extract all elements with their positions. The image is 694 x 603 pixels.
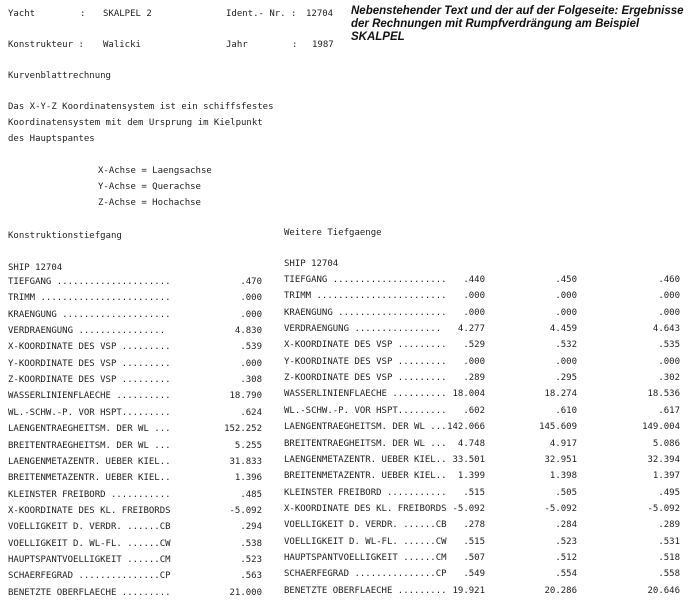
left-row-label: KRAENGUNG .................... bbox=[8, 309, 171, 320]
konstrukteur-label: Konstrukteur : bbox=[8, 40, 84, 50]
jahr-value: 1987 bbox=[312, 40, 334, 50]
yacht-value: SKALPEL 2 bbox=[103, 9, 152, 19]
axis-y-definition: Y-Achse = Querachse bbox=[98, 182, 201, 192]
left-row-value: .485 bbox=[240, 489, 262, 500]
right-row-value-1: .289 bbox=[463, 373, 485, 384]
right-row-value-1: 1.399 bbox=[457, 471, 485, 482]
left-row-label: BREITENMETAZENTR. UEBER KIEL.. bbox=[8, 473, 171, 484]
left-row-value: 5.255 bbox=[234, 440, 262, 451]
note-line-2: der Rechnungen mit Rumpfverdrängung am Beispiel bbox=[351, 18, 640, 30]
right-row-value-3: .000 bbox=[658, 356, 680, 367]
right-row-value-3: .535 bbox=[658, 340, 680, 351]
right-row-label: Z-KOORDINATE DES VSP ......... bbox=[284, 373, 447, 384]
right-row-value-2: 4.459 bbox=[549, 324, 577, 335]
right-row-label: WL.-SCHW.-P. VOR HSPT......... bbox=[284, 405, 447, 416]
left-row-value: .624 bbox=[240, 407, 262, 418]
right-row-value-1: .000 bbox=[463, 356, 485, 367]
jahr-colon: : bbox=[292, 40, 298, 50]
right-row-value-3: .000 bbox=[658, 307, 680, 318]
right-row-value-1: 142.066 bbox=[447, 422, 485, 433]
left-row-label: X-KOORDINATE DES KL. FREIBORDS bbox=[8, 505, 171, 516]
right-row-value-2: .505 bbox=[555, 487, 577, 498]
left-row-value: .294 bbox=[240, 522, 262, 533]
right-row-value-3: 4.643 bbox=[652, 324, 680, 335]
intro-paragraph-line-3: des Hauptspantes bbox=[8, 134, 95, 144]
right-row-value-2: .000 bbox=[555, 291, 577, 302]
left-row-label: BREITENTRAEGHEITSM. DER WL ... bbox=[8, 440, 171, 451]
note-line-1: Nebenstehender Text und der auf der Folgeseite: Ergebnisse bbox=[351, 5, 684, 17]
right-row-value-3: 18.536 bbox=[647, 389, 680, 400]
right-row-label: LAENGENTRAEGHEITSM. DER WL ... bbox=[284, 422, 447, 433]
right-row-value-3: .518 bbox=[658, 552, 680, 563]
right-row-label: SCHAERFEGRAD ...............CP bbox=[284, 569, 447, 580]
left-row-value: .000 bbox=[240, 293, 262, 304]
right-row-value-3: .617 bbox=[658, 405, 680, 416]
left-row-label: VOELLIGKEIT D. VERDR. ......CB bbox=[8, 522, 171, 533]
right-row-value-1: .529 bbox=[463, 340, 485, 351]
right-row-value-2: .512 bbox=[555, 552, 577, 563]
left-row-label: LAENGENTRAEGHEITSM. DER WL ... bbox=[8, 424, 171, 435]
right-ship-id: SHIP 12704 bbox=[284, 259, 339, 269]
right-row-value-1: 18.004 bbox=[452, 389, 485, 400]
right-row-value-2: 32.951 bbox=[544, 454, 577, 465]
ident-value: 12704 bbox=[306, 9, 334, 19]
left-row-value: .000 bbox=[240, 309, 262, 320]
right-row-label: KRAENGUNG .................... bbox=[284, 307, 447, 318]
right-row-value-1: 4.277 bbox=[457, 324, 485, 335]
left-row-label: TRIMM ........................ bbox=[8, 293, 171, 304]
left-row-value: .308 bbox=[240, 375, 262, 386]
left-row-value: .523 bbox=[240, 554, 262, 565]
right-row-value-3: 1.397 bbox=[652, 471, 680, 482]
left-row-label: WASSERLINIENFLAECHE .......... bbox=[8, 391, 171, 402]
right-row-value-3: .302 bbox=[658, 373, 680, 384]
right-row-label: WASSERLINIENFLAECHE .......... bbox=[284, 389, 447, 400]
left-row-label: HAUPTSPANTVOELLIGKEIT ......CM bbox=[8, 554, 171, 565]
left-row-label: X-KOORDINATE DES VSP ......... bbox=[8, 342, 171, 353]
left-row-value: 31.833 bbox=[229, 456, 262, 467]
right-row-value-2: .284 bbox=[555, 520, 577, 531]
right-row-value-2: 4.917 bbox=[549, 438, 577, 449]
left-table-title: Konstruktionstiefgang bbox=[8, 231, 122, 241]
right-row-value-1: 4.748 bbox=[457, 438, 485, 449]
left-row-label: KLEINSTER FREIBORD ........... bbox=[8, 489, 171, 500]
right-row-label: VOELLIGKEIT D. VERDR. ......CB bbox=[284, 520, 447, 531]
intro-paragraph-line-2: Koordinatensystem mit dem Ursprung im Kielpunkt bbox=[8, 118, 263, 128]
right-row-value-1: .515 bbox=[463, 487, 485, 498]
right-row-value-1: .278 bbox=[463, 520, 485, 531]
left-row-label: BENETZTE OBERFLAECHE ......... bbox=[8, 587, 171, 598]
section-title: Kurvenblattrechnung bbox=[8, 71, 111, 81]
left-row-value: .539 bbox=[240, 342, 262, 353]
left-row-label: VERDRAENGUNG ................ bbox=[8, 326, 166, 337]
note-line-3: SKALPEL bbox=[351, 31, 405, 43]
left-row-value: 21.000 bbox=[229, 587, 262, 598]
right-row-label: VOELLIGKEIT D. WL-FL. ......CW bbox=[284, 536, 447, 547]
left-row-value: .563 bbox=[240, 571, 262, 582]
right-row-value-2: .295 bbox=[555, 373, 577, 384]
right-row-label: KLEINSTER FREIBORD ........... bbox=[284, 487, 447, 498]
left-row-label: Y-KOORDINATE DES VSP ......... bbox=[8, 358, 171, 369]
right-row-value-2: .450 bbox=[555, 275, 577, 285]
right-row-label: BENETZTE OBERFLAECHE ......... bbox=[284, 585, 447, 596]
right-row-value-1: .000 bbox=[463, 291, 485, 302]
right-table-title: Weitere Tiefgaenge bbox=[284, 228, 382, 238]
ident-label: Ident.- Nr. : bbox=[226, 9, 297, 19]
right-row-value-2: .000 bbox=[555, 356, 577, 367]
right-row-label: TRIMM ........................ bbox=[284, 291, 447, 302]
right-row-value-3: .000 bbox=[658, 291, 680, 302]
right-row-value-1: .000 bbox=[463, 307, 485, 318]
right-row-label: BREITENTRAEGHEITSM. DER WL ... bbox=[284, 438, 447, 449]
right-row-value-2: .523 bbox=[555, 536, 577, 547]
konstrukteur-value: Walicki bbox=[103, 40, 141, 50]
left-row-label: WL.-SCHW.-P. VOR HSPT......... bbox=[8, 407, 171, 418]
right-row-label: TIEFGANG ..................... bbox=[284, 275, 447, 285]
right-row-value-3: 20.646 bbox=[647, 585, 680, 596]
right-row-value-3: .531 bbox=[658, 536, 680, 547]
right-row-value-1: 19.921 bbox=[452, 585, 485, 596]
right-row-label: X-KOORDINATE DES KL. FREIBORDS bbox=[284, 503, 447, 514]
right-row-value-2: .554 bbox=[555, 569, 577, 580]
right-row-value-2: .610 bbox=[555, 405, 577, 416]
right-row-value-3: .460 bbox=[658, 275, 680, 285]
left-ship-id: SHIP 12704 bbox=[8, 263, 63, 273]
yacht-colon: : bbox=[80, 9, 86, 19]
right-row-value-2: 20.286 bbox=[544, 585, 577, 596]
axis-x-definition: X-Achse = Laengsachse bbox=[98, 166, 212, 176]
right-row-label: Y-KOORDINATE DES VSP ......... bbox=[284, 356, 447, 367]
right-row-value-3: 149.004 bbox=[642, 422, 680, 433]
left-row-label: TIEFGANG ..................... bbox=[8, 277, 171, 287]
right-row-value-1: -5.092 bbox=[452, 503, 485, 514]
right-row-value-2: .000 bbox=[555, 307, 577, 318]
right-row-value-3: 32.394 bbox=[647, 454, 680, 465]
right-row-value-1: .507 bbox=[463, 552, 485, 563]
right-row-value-3: .289 bbox=[658, 520, 680, 531]
left-row-label: LAENGENMETAZENTR. UEBER KIEL.. bbox=[8, 456, 171, 467]
left-row-value: 18.790 bbox=[229, 391, 262, 402]
left-row-label: SCHAERFEGRAD ...............CP bbox=[8, 571, 171, 582]
right-row-label: VERDRAENGUNG ................ bbox=[284, 324, 442, 335]
right-row-value-2: -5.092 bbox=[544, 503, 577, 514]
left-row-value: .000 bbox=[240, 358, 262, 369]
right-row-label: BREITENMETAZENTR. UEBER KIEL.. bbox=[284, 471, 447, 482]
right-row-value-3: .558 bbox=[658, 569, 680, 580]
right-row-value-3: 5.086 bbox=[652, 438, 680, 449]
left-row-value: -5.092 bbox=[229, 505, 262, 516]
left-row-value: 4.830 bbox=[234, 326, 262, 337]
right-row-value-2: 145.609 bbox=[539, 422, 577, 433]
jahr-label: Jahr bbox=[226, 40, 248, 50]
yacht-label: Yacht bbox=[8, 9, 36, 19]
right-row-value-1: .602 bbox=[463, 405, 485, 416]
right-row-value-2: .532 bbox=[555, 340, 577, 351]
left-row-value: 152.252 bbox=[224, 424, 262, 435]
left-row-value: .538 bbox=[240, 538, 262, 549]
right-row-value-1: .515 bbox=[463, 536, 485, 547]
right-row-label: LAENGENMETAZENTR. UEBER KIEL.. bbox=[284, 454, 447, 465]
right-row-value-1: 33.501 bbox=[452, 454, 485, 465]
intro-paragraph-line-1: Das X-Y-Z Koordinatensystem ist ein schiffsfestes bbox=[8, 102, 274, 112]
left-row-label: VOELLIGKEIT D. WL-FL. ......CW bbox=[8, 538, 171, 549]
axis-z-definition: Z-Achse = Hochachse bbox=[98, 198, 201, 208]
left-row-label: Z-KOORDINATE DES VSP ......... bbox=[8, 375, 171, 386]
right-row-value-2: 18.274 bbox=[544, 389, 577, 400]
left-row-value: .470 bbox=[240, 277, 262, 287]
right-row-value-1: .549 bbox=[463, 569, 485, 580]
right-row-value-3: -5.092 bbox=[647, 503, 680, 514]
right-row-label: X-KOORDINATE DES VSP ......... bbox=[284, 340, 447, 351]
right-row-label: HAUPTSPANTVOELLIGKEIT ......CM bbox=[284, 552, 447, 563]
side-note bbox=[351, 5, 691, 44]
right-row-value-2: 1.398 bbox=[549, 471, 577, 482]
left-row-value: 1.396 bbox=[234, 473, 262, 484]
right-row-value-3: .495 bbox=[658, 487, 680, 498]
right-row-value-1: .440 bbox=[463, 275, 485, 285]
